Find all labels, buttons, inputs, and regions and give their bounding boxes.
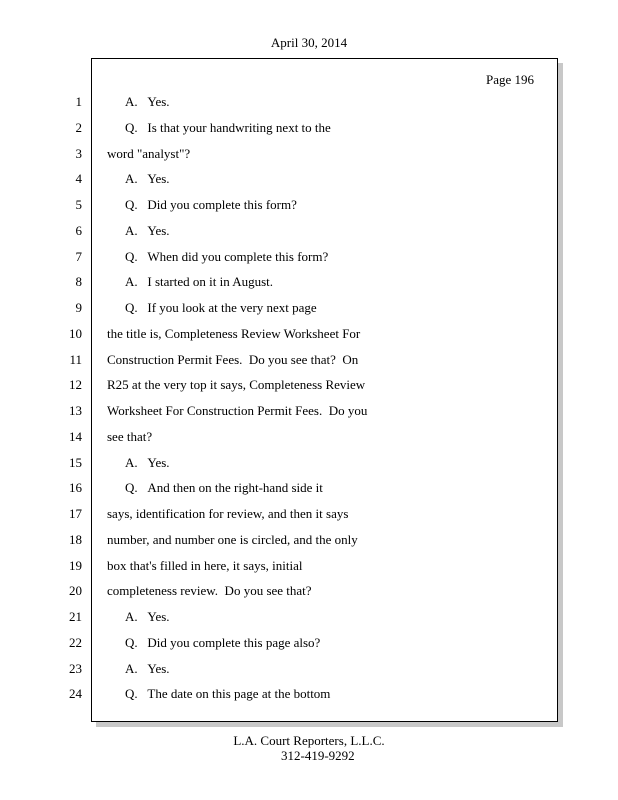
transcript-line: Q. And then on the right-hand side it (125, 480, 323, 495)
line-number: 8 (75, 274, 82, 289)
transcript-line: A. Yes. (125, 171, 170, 186)
line-number: 18 (69, 532, 82, 547)
transcript-line: Q. Did you complete this page also? (125, 635, 321, 650)
page-number: Page 196 (486, 72, 535, 87)
footer-company: L.A. Court Reporters, L.L.C. (233, 733, 385, 748)
transcript-line: Q. When did you complete this form? (125, 249, 329, 264)
transcript-line: R25 at the very top it says, Completeness Review (107, 377, 366, 392)
transcript-line: A. Yes. (125, 94, 170, 109)
line-number: 2 (75, 120, 82, 135)
header-date: April 30, 2014 (270, 35, 348, 50)
transcript-line: Q. If you look at the very next page (125, 300, 317, 315)
line-number: 1 (75, 94, 82, 109)
transcript-line: Q. The date on this page at the bottom (125, 686, 331, 701)
line-number: 15 (69, 455, 82, 470)
transcript-line: A. Yes. (125, 455, 170, 470)
line-number: 21 (69, 609, 82, 624)
line-number: 9 (75, 300, 82, 315)
line-number: 5 (75, 197, 82, 212)
line-number: 11 (69, 352, 82, 367)
line-number: 4 (75, 171, 82, 186)
transcript-line: A. Yes. (125, 661, 170, 676)
footer-phone: 312-419-9292 (281, 748, 355, 763)
line-number: 14 (69, 429, 82, 444)
line-number: 12 (69, 377, 82, 392)
transcript-line: box that's filled in here, it says, initial (107, 558, 303, 573)
transcript-line: A. I started on it in August. (125, 274, 274, 289)
transcript-line: Q. Did you complete this form? (125, 197, 297, 212)
line-number: 7 (75, 249, 82, 264)
line-number: 24 (69, 686, 82, 701)
line-number: 6 (75, 223, 82, 238)
line-number: 17 (69, 506, 82, 521)
line-number: 10 (69, 326, 82, 341)
line-number: 19 (69, 558, 82, 573)
transcript-line: A. Yes. (125, 223, 170, 238)
transcript-line: Construction Permit Fees. Do you see that? On (107, 352, 359, 367)
transcript-line: word "analyst"? (107, 146, 191, 161)
transcript-line: completeness review. Do you see that? (107, 583, 312, 598)
transcript-line: number, and number one is circled, and the only (107, 532, 358, 547)
transcript-line: says, identification for review, and then it says (107, 506, 349, 521)
transcript-line: see that? (107, 429, 153, 444)
line-number: 16 (69, 480, 82, 495)
transcript-line: Q. Is that your handwriting next to the (125, 120, 331, 135)
transcript-line: A. Yes. (125, 609, 170, 624)
line-number: 23 (69, 661, 82, 676)
line-number: 22 (69, 635, 82, 650)
line-number: 20 (69, 583, 82, 598)
transcript-line: the title is, Completeness Review Worksheet For (107, 326, 361, 341)
line-number: 13 (69, 403, 82, 418)
line-number: 3 (75, 146, 82, 161)
transcript-line: Worksheet For Construction Permit Fees. Do you (107, 403, 368, 418)
